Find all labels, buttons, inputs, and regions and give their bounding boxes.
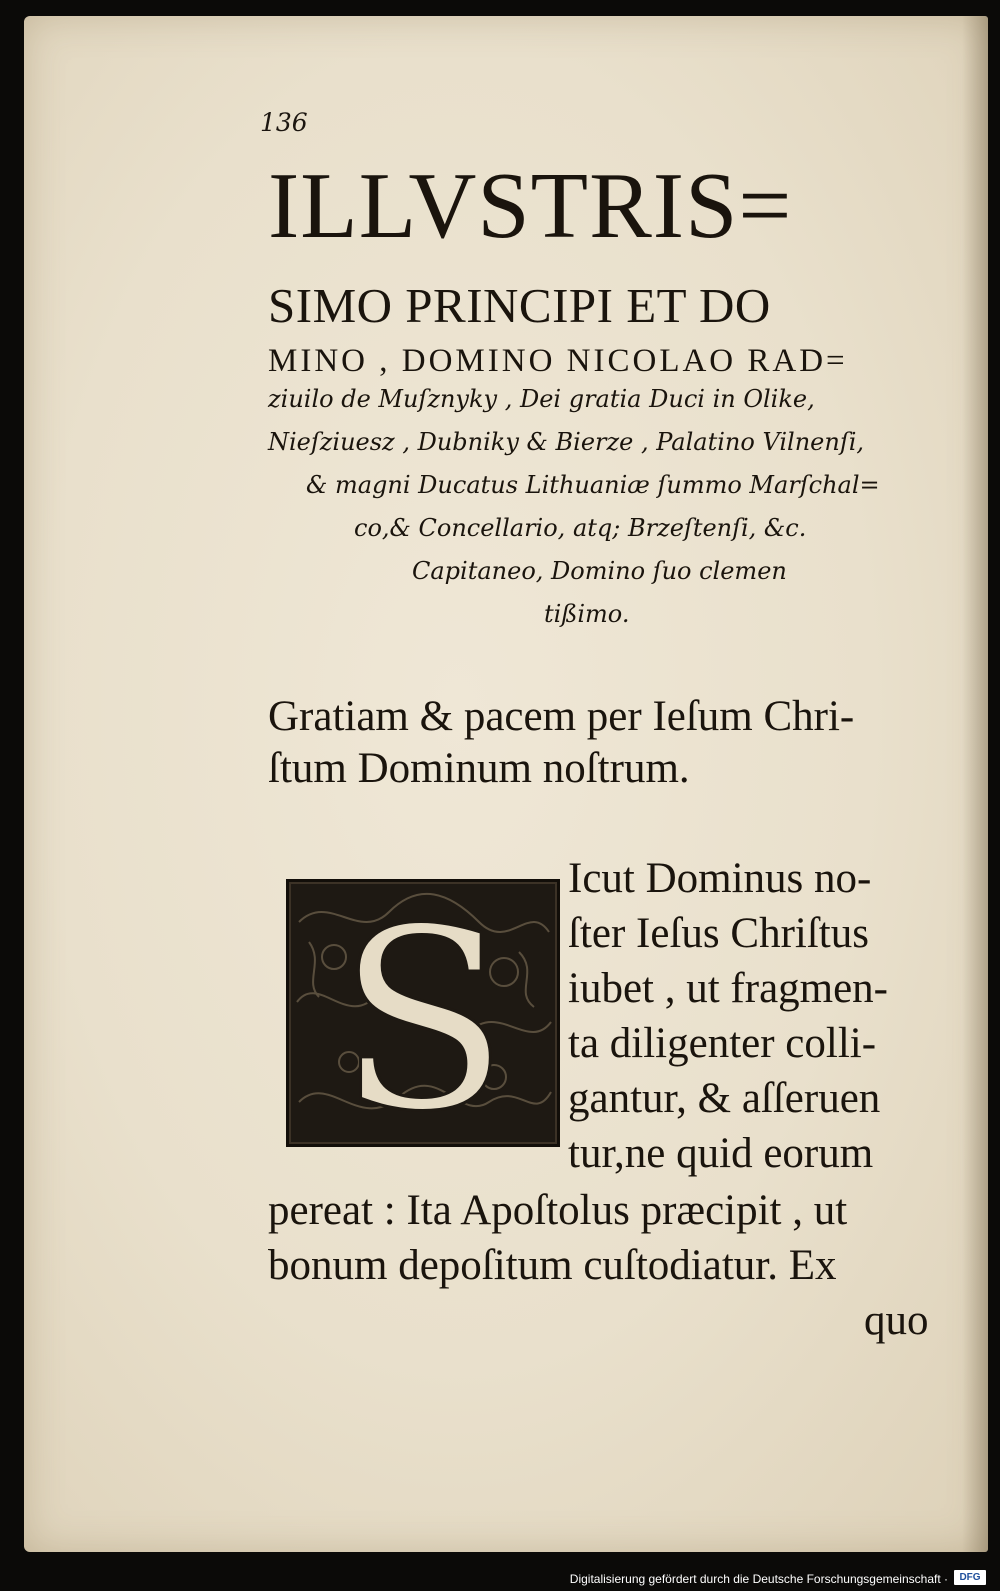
salutation-line-2: ſtum Dominum noſtrum. — [268, 745, 690, 792]
dedication-line-6: tißimo. — [544, 600, 630, 628]
body-line-2: ſter Ieſus Chriſtus — [568, 910, 869, 957]
body-line-5: gantur, & aſſeruen — [568, 1075, 881, 1122]
body-line-1: Icut Dominus no- — [568, 855, 872, 902]
body-line-8: bonum depoſitum cuſtodiatur. Ex — [268, 1242, 837, 1289]
dedication-line-1: ziuilo de Muſznyky , Dei gratia Duci in Olike, — [268, 385, 815, 413]
dedication-line-3: & magni Ducatus Lithuaniæ ſummo Marſchal= — [306, 471, 880, 499]
decorated-initial — [286, 879, 560, 1147]
body-line-3: iubet , ut fragmen- — [568, 965, 889, 1012]
dedication-line-4: co,& Concellario, atq; Brzeſtenſi, &c. — [354, 514, 807, 542]
body-line-7: pereat : Ita Apoſtolus præcipit , ut — [268, 1187, 848, 1234]
dedication-line-5: Capitaneo, Domino ſuo clemen — [412, 557, 787, 585]
footer-credit: Digitalisierung gefördert durch die Deutsche Forschungsgemeinschaft · — [569, 1572, 948, 1586]
catchword: quo — [864, 1297, 929, 1344]
heading-line-1: ILLVSTRIS= — [268, 154, 793, 258]
body-line-4: ta diligenter colli- — [568, 1020, 877, 1067]
dedication-line-2: Nieſziuesz , Dubniky & Bierze , Palatino Vilnenſi, — [268, 428, 865, 456]
heading-line-3: MINO , DOMINO NICOLAO RAD= — [268, 343, 848, 379]
book-page — [24, 16, 988, 1552]
body-line-6: tur,ne quid eorum — [568, 1130, 874, 1177]
decorated-initial-ornament — [289, 882, 557, 1144]
drop-cap-letter: S — [337, 882, 509, 1144]
dfg-logo: DFG — [954, 1570, 986, 1585]
page-number: 136 — [260, 108, 308, 137]
salutation-line-1: Gratiam & pacem per Ieſum Chri- — [268, 693, 855, 740]
heading-line-2: SIMO PRINCIPI ET DO — [268, 278, 771, 333]
